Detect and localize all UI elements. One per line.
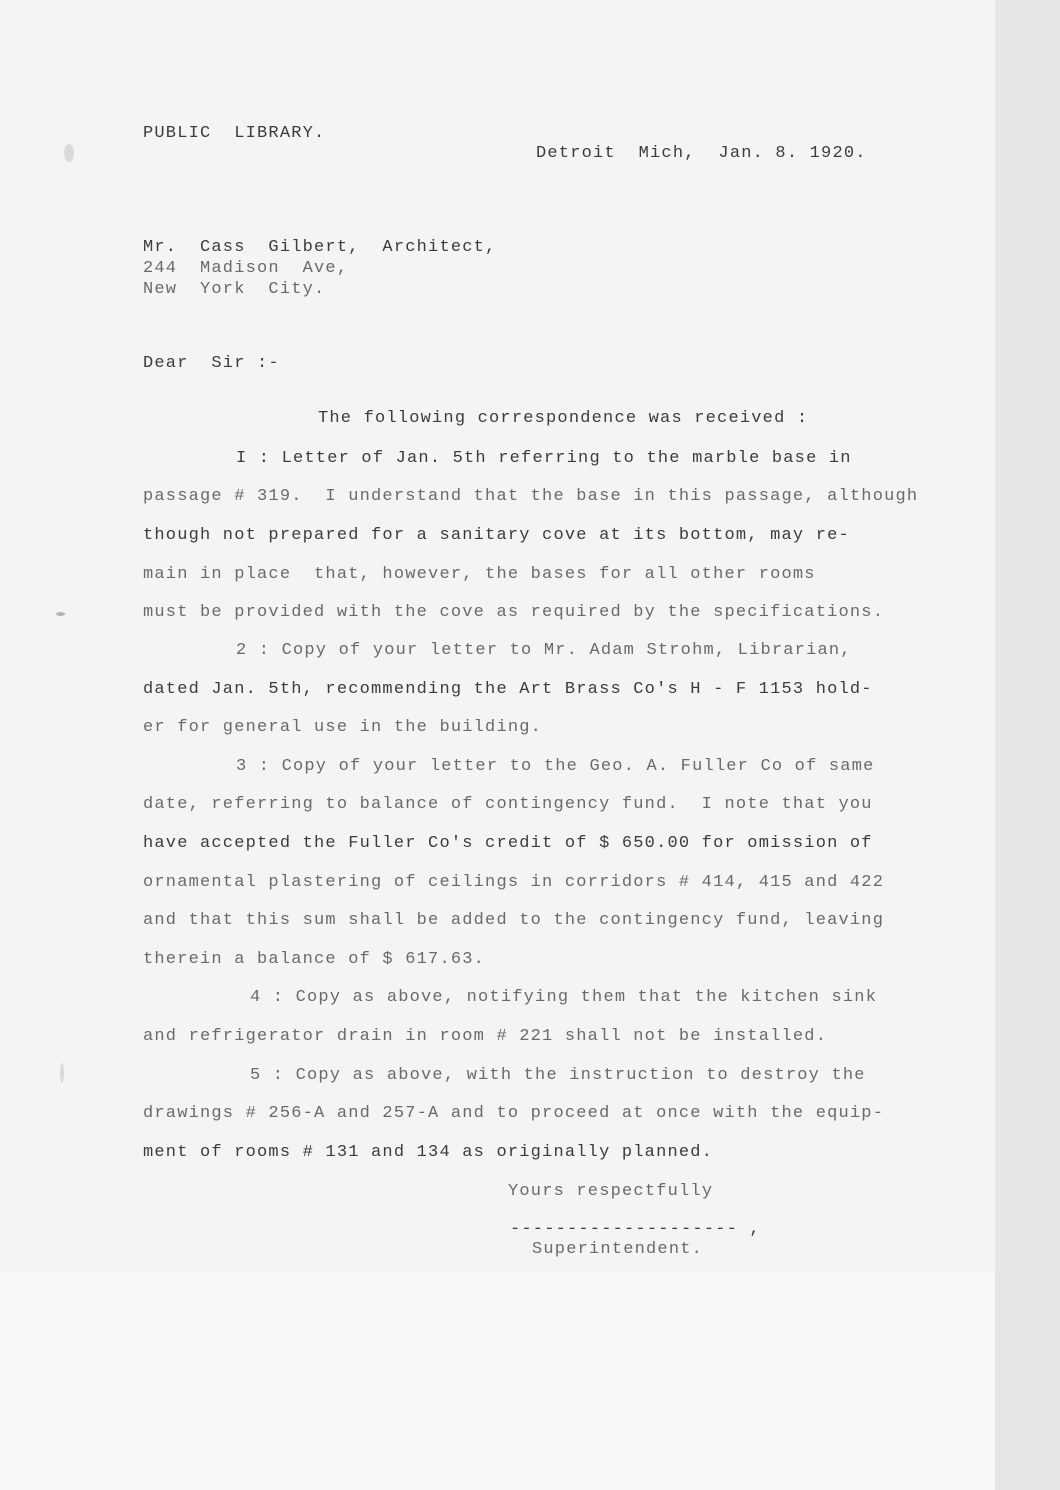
body-line: 4 : Copy as above, notifying them that the kitchen sink bbox=[250, 988, 878, 1007]
letterhead: PUBLIC LIBRARY. bbox=[143, 124, 326, 143]
body-line: ornamental plastering of ceilings in corridors # 414, 415 and 422 bbox=[143, 873, 885, 892]
paper-blemish bbox=[60, 1063, 64, 1083]
body-line: 2 : Copy of your letter to Mr. Adam Strohm, Librarian, bbox=[236, 641, 852, 660]
recipient-line: New York City. bbox=[143, 280, 326, 299]
scan-background-bottom bbox=[0, 1272, 995, 1490]
body-line: must be provided with the cove as required by the specifications. bbox=[143, 603, 885, 622]
signature-line: -------------------- , bbox=[510, 1220, 761, 1239]
paper-blemish bbox=[56, 612, 65, 616]
body-line: 3 : Copy of your letter to the Geo. A. Fuller Co of same bbox=[236, 757, 875, 776]
body-line: have accepted the Fuller Co's credit of $ 650.00 for omission of bbox=[143, 834, 873, 853]
salutation: Dear Sir :- bbox=[143, 354, 280, 373]
body-line: main in place that, however, the bases for all other rooms bbox=[143, 565, 816, 584]
body-line: er for general use in the building. bbox=[143, 718, 543, 737]
scan-background-strip bbox=[995, 0, 1060, 1490]
body-line: passage # 319. I understand that the base in this passage, although bbox=[143, 487, 919, 506]
intro-line: The following correspondence was received : bbox=[318, 409, 809, 428]
place-date: Detroit Mich, Jan. 8. 1920. bbox=[536, 144, 867, 163]
body-line: dated Jan. 5th, recommending the Art Brass Co's H - F 1153 hold- bbox=[143, 680, 873, 699]
recipient-line: Mr. Cass Gilbert, Architect, bbox=[143, 238, 497, 257]
recipient-line: 244 Madison Ave, bbox=[143, 259, 349, 278]
body-line: and that this sum shall be added to the contingency fund, leaving bbox=[143, 911, 885, 930]
body-line: I : Letter of Jan. 5th referring to the marble base in bbox=[236, 449, 852, 468]
paper-blemish bbox=[64, 144, 74, 162]
body-line: therein a balance of $ 617.63. bbox=[143, 950, 486, 969]
body-line: though not prepared for a sanitary cove at its bottom, may re- bbox=[143, 526, 850, 545]
body-line: and refrigerator drain in room # 221 shall not be installed. bbox=[143, 1027, 828, 1046]
body-line: ment of rooms # 131 and 134 as originally planned. bbox=[143, 1143, 714, 1162]
body-line: date, referring to balance of contingency fund. I note that you bbox=[143, 795, 873, 814]
closing: Yours respectfully bbox=[508, 1182, 714, 1201]
body-line: drawings # 256-A and 257-A and to proceed at once with the equip- bbox=[143, 1104, 885, 1123]
body-line: 5 : Copy as above, with the instruction to destroy the bbox=[250, 1066, 866, 1085]
signer-title: Superintendent. bbox=[532, 1240, 704, 1259]
